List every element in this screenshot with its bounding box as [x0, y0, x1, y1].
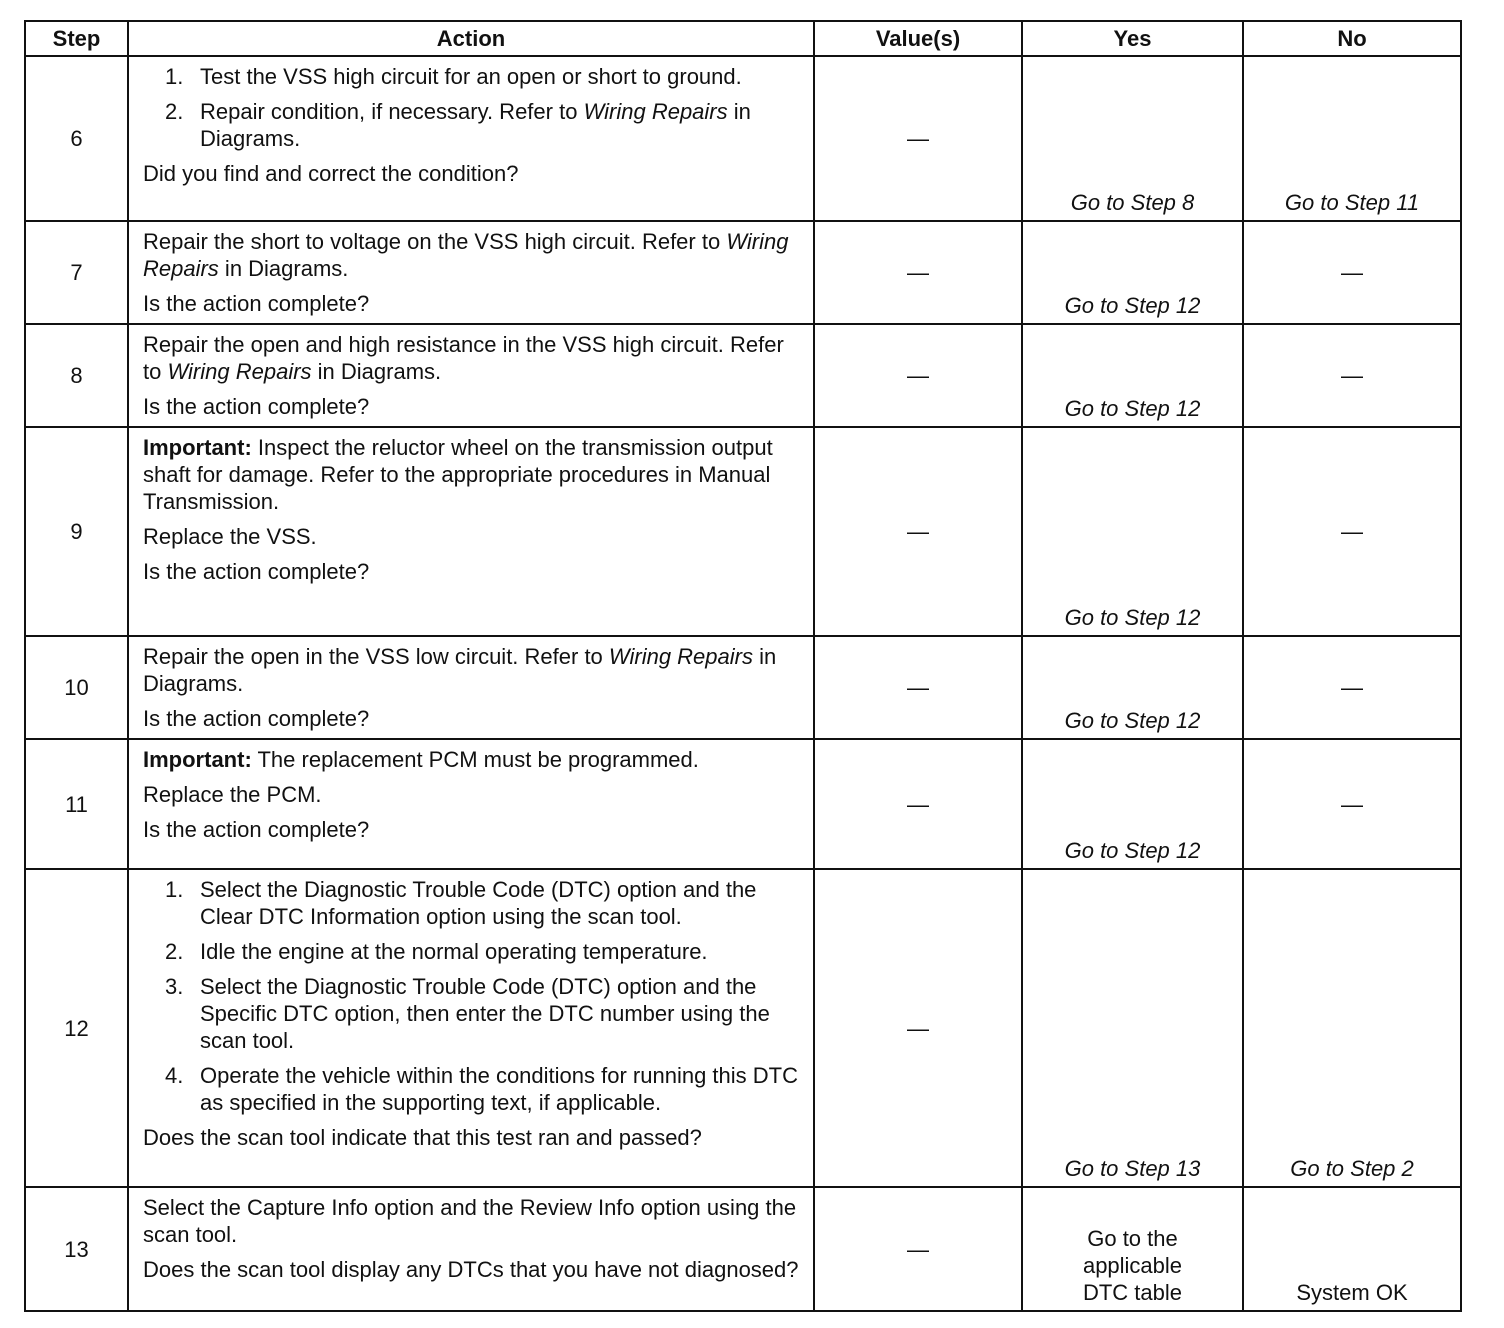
value-cell: —	[814, 427, 1022, 636]
list-number: 2.	[165, 99, 184, 124]
question-text: Did you find and correct the condition?	[143, 161, 519, 186]
no-cell: Go to Step 11	[1243, 56, 1461, 221]
action-cell	[128, 869, 814, 1187]
table-row-step-12	[25, 869, 1461, 1187]
instruction-text	[143, 643, 801, 697]
action-cell	[128, 636, 814, 739]
step-number: 12	[25, 869, 128, 1187]
instruction-text	[143, 228, 801, 282]
table-row-step-13	[25, 1187, 1461, 1311]
list-item	[165, 938, 801, 965]
text-run: in Diagrams.	[311, 359, 442, 384]
question-text: Does the scan tool indicate that this test ran and passed?	[143, 1125, 702, 1150]
step-number: 7	[25, 221, 128, 324]
text-run: Repair the open in the VSS low circuit. Refer to	[143, 644, 609, 669]
value-cell: —	[814, 739, 1022, 869]
action-cell	[128, 56, 814, 221]
list-number: 1.	[165, 64, 184, 89]
value-cell: —	[814, 1187, 1022, 1311]
step-number: 6	[25, 56, 128, 221]
yes-cell: Go to Step 12	[1022, 427, 1243, 636]
list-text: Select the Diagnostic Trouble Code (DTC) option and the Clear DTC Information option using the scan tool.	[200, 877, 757, 929]
no-cell: —	[1243, 324, 1461, 427]
list-number: 3.	[165, 974, 184, 999]
table-row-step-7	[25, 221, 1461, 324]
reference-italic: Wiring Repairs	[143, 229, 789, 281]
question-text: Is the action complete?	[143, 291, 370, 316]
text-run: Repair the short to voltage on the VSS high circuit. Refer to	[143, 229, 727, 254]
important-label: Important:	[143, 435, 252, 460]
list-text: Operate the vehicle within the conditions for running this DTC as specified in the supporting text, if applicable.	[200, 1063, 798, 1115]
table-row-step-11	[25, 739, 1461, 869]
action-cell	[128, 221, 814, 324]
no-cell: —	[1243, 739, 1461, 869]
header-no: No	[1243, 21, 1461, 56]
header-yes: Yes	[1022, 21, 1243, 56]
list-item	[165, 876, 801, 930]
value-cell: —	[814, 221, 1022, 324]
text-run: Repair condition, if necessary. Refer to	[200, 99, 584, 124]
instruction-text: Select the Capture Info option and the Review Info option using the scan tool.	[143, 1195, 797, 1247]
yes-cell: Go to Step 12	[1022, 324, 1243, 427]
no-cell: —	[1243, 221, 1461, 324]
yes-cell: Go to the applicable DTC table	[1022, 1187, 1243, 1311]
step-number: 10	[25, 636, 128, 739]
step-number: 11	[25, 739, 128, 869]
list-number: 4.	[165, 1063, 184, 1088]
instruction-text: Replace the PCM.	[143, 782, 322, 807]
text-run: in Diagrams.	[218, 256, 349, 281]
diagnostic-table	[24, 20, 1462, 1312]
table-row-step-10	[25, 636, 1461, 739]
list-item	[165, 98, 801, 152]
value-cell: —	[814, 324, 1022, 427]
table-row-step-6	[25, 56, 1461, 221]
list-item	[165, 63, 801, 90]
instruction-text	[143, 331, 801, 385]
question-text: Does the scan tool display any DTCs that you have not diagnosed?	[143, 1257, 799, 1282]
no-cell: Go to Step 2	[1243, 869, 1461, 1187]
table-row-step-9	[25, 427, 1461, 636]
question-text: Is the action complete?	[143, 559, 370, 584]
important-label: Important:	[143, 747, 252, 772]
important-text: Inspect the reluctor wheel on the transmission output shaft for damage. Refer to the appropriate procedures in Manual Transmission.	[143, 435, 773, 514]
action-cell	[128, 324, 814, 427]
list-item	[165, 973, 801, 1054]
instruction-text: Replace the VSS.	[143, 524, 317, 549]
yes-cell: Go to Step 8	[1022, 56, 1243, 221]
text-run: in Diagrams.	[143, 644, 777, 696]
yes-cell: Go to Step 13	[1022, 869, 1243, 1187]
text-run: Repair the open and high resistance in the VSS high circuit. Refer to	[143, 332, 784, 384]
list-text: Idle the engine at the normal operating temperature.	[200, 939, 708, 964]
question-text: Is the action complete?	[143, 706, 370, 731]
important-note	[143, 434, 801, 515]
yes-cell: Go to Step 12	[1022, 739, 1243, 869]
important-note	[143, 746, 801, 773]
reference-italic: Wiring Repairs	[608, 644, 753, 669]
step-number: 9	[25, 427, 128, 636]
header-row	[25, 21, 1461, 56]
header-step: Step	[25, 21, 128, 56]
yes-cell: Go to Step 12	[1022, 636, 1243, 739]
important-text: The replacement PCM must be programmed.	[251, 747, 699, 772]
header-values: Value(s)	[814, 21, 1022, 56]
table-row-step-8	[25, 324, 1461, 427]
reference-italic: Wiring Repairs	[583, 99, 728, 124]
action-cell	[128, 1187, 814, 1311]
action-cell	[128, 739, 814, 869]
text-run: in Diagrams.	[200, 99, 751, 151]
value-cell: —	[814, 636, 1022, 739]
step-number: 13	[25, 1187, 128, 1311]
list-text: Select the Diagnostic Trouble Code (DTC) option and the Specific DTC option, then enter the DTC number using the scan tool.	[200, 974, 770, 1053]
list-number: 2.	[165, 939, 184, 964]
question-text: Is the action complete?	[143, 394, 370, 419]
reference-italic: Wiring Repairs	[167, 359, 312, 384]
value-cell: —	[814, 869, 1022, 1187]
list-item	[165, 1062, 801, 1116]
action-cell	[128, 427, 814, 636]
value-cell: —	[814, 56, 1022, 221]
header-action: Action	[128, 21, 814, 56]
yes-cell: Go to Step 12	[1022, 221, 1243, 324]
no-cell: —	[1243, 636, 1461, 739]
question-text: Is the action complete?	[143, 817, 370, 842]
no-cell: —	[1243, 427, 1461, 636]
no-cell: System OK	[1243, 1187, 1461, 1311]
list-text: Test the VSS high circuit for an open or short to ground.	[200, 64, 742, 89]
list-text	[200, 98, 801, 152]
step-number: 8	[25, 324, 128, 427]
list-number: 1.	[165, 877, 184, 902]
